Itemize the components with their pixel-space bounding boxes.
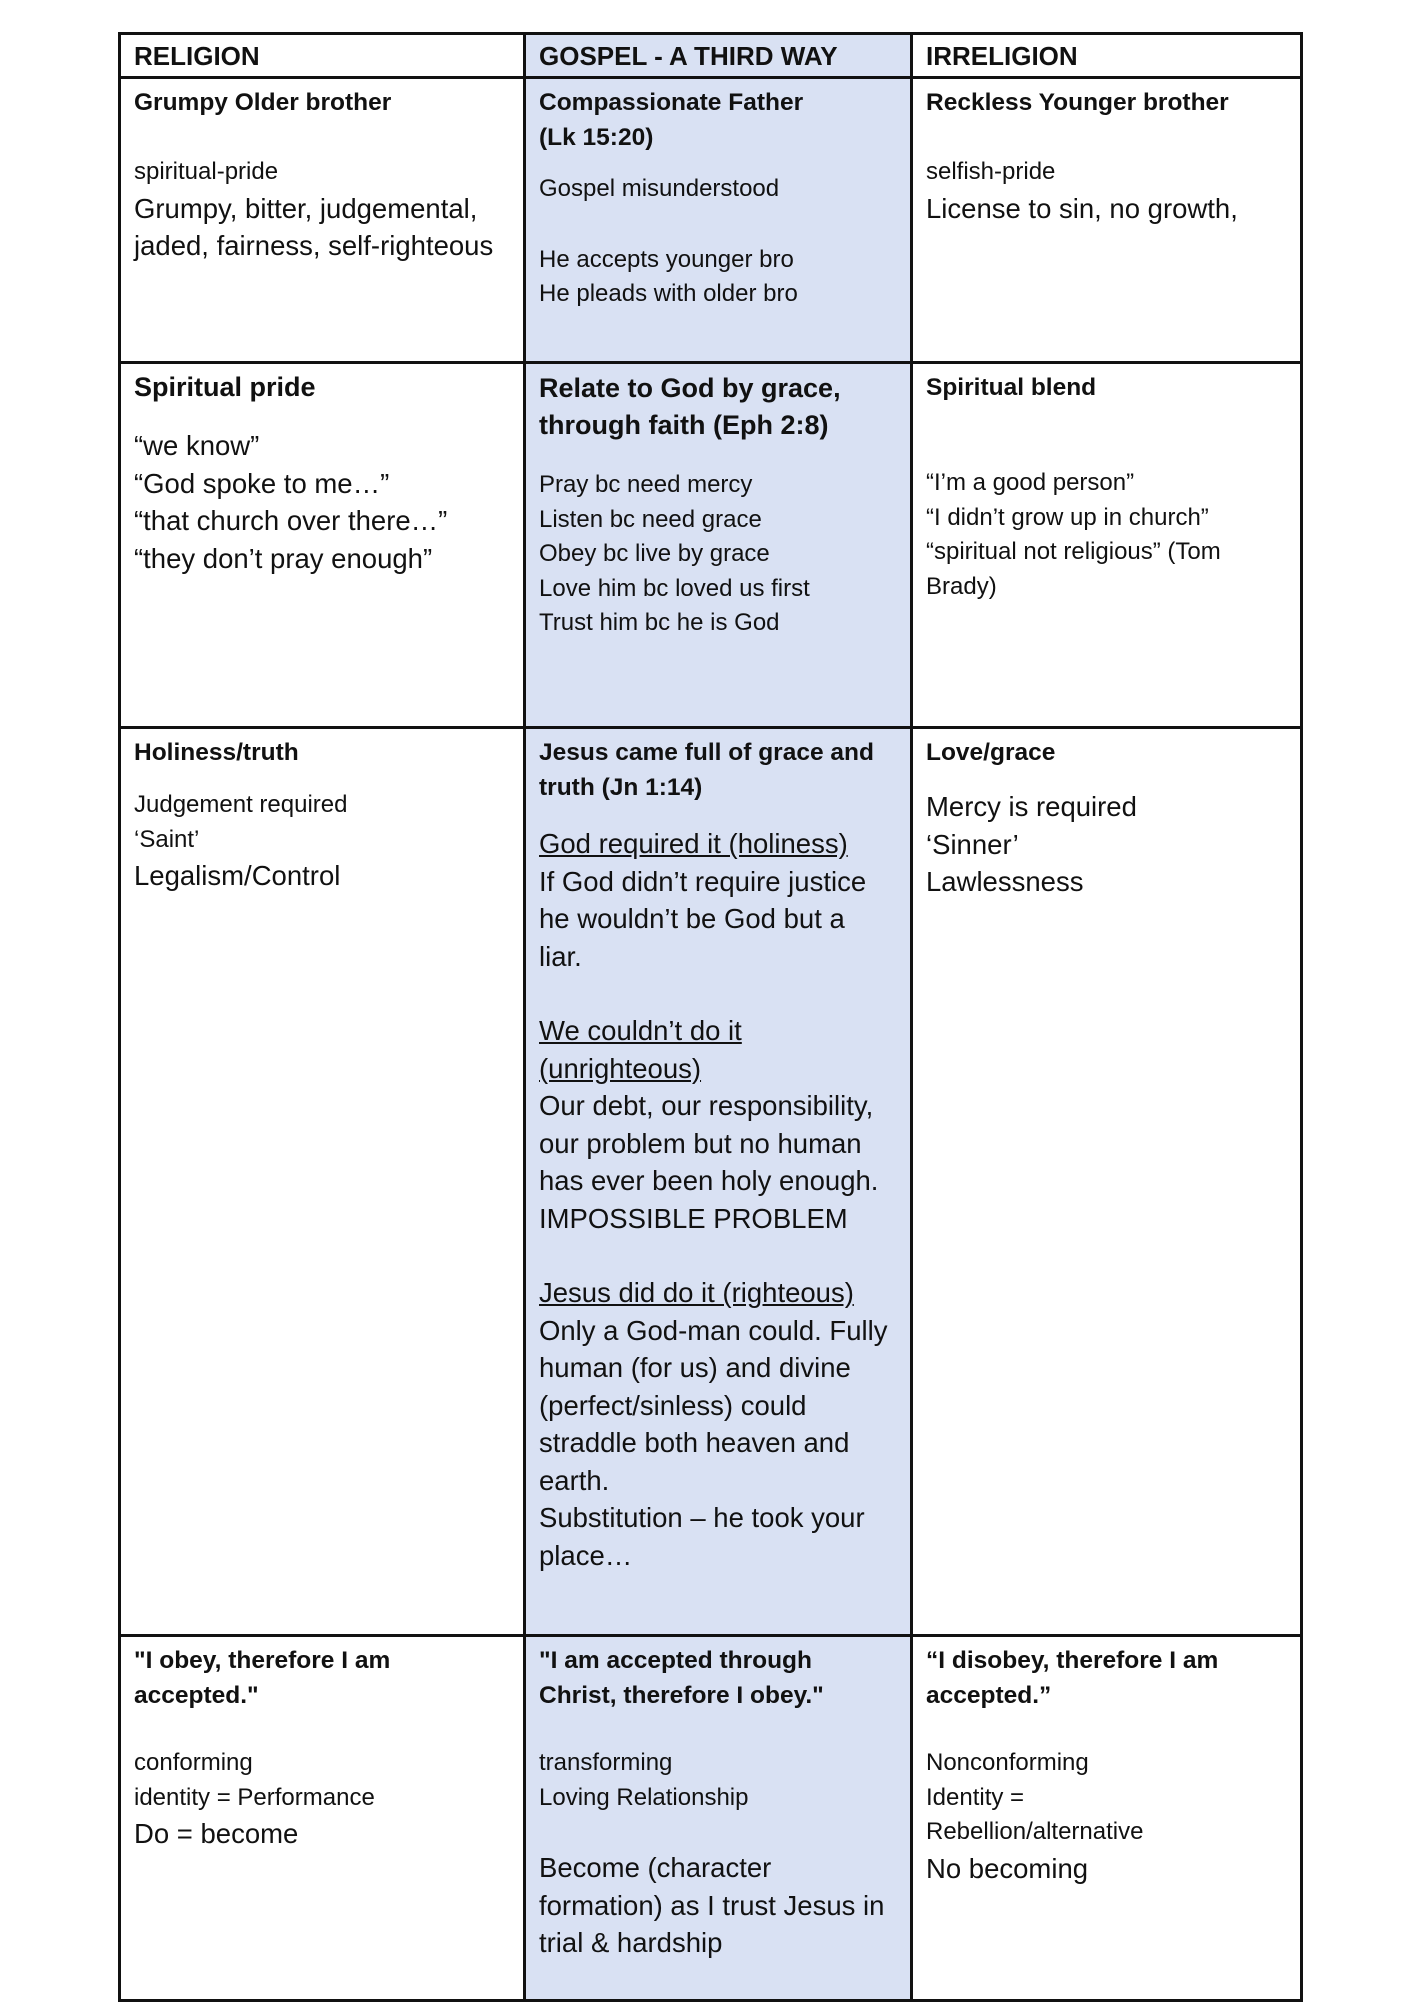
quote-line: “spiritual not religious” (Tom (926, 538, 1221, 565)
cell-gospel-grace (525, 363, 912, 728)
cell-title: Love/grace (926, 739, 1056, 766)
cell-line: No becoming (926, 1852, 1089, 1884)
row-brothers (120, 78, 1302, 363)
cell-title: "I obey, therefore I am (134, 1647, 391, 1674)
paragraph-line: he wouldn’t be God but a (539, 903, 845, 934)
cell-title: Relate to God by grace, (539, 373, 841, 403)
paragraph-line: If God didn’t require justice (539, 865, 867, 897)
header-irreligion: IRRELIGION (912, 34, 1302, 78)
cell-religion-brothers (120, 78, 525, 363)
cell-line: transforming (539, 1749, 673, 1776)
cell-irreligion-disobey (912, 1636, 1302, 2001)
row-obedience (120, 1636, 1302, 2001)
paragraph-line: has ever been holy enough. (539, 1165, 879, 1196)
cell-title: accepted." (134, 1682, 259, 1709)
paragraph-line: (perfect/sinless) could (539, 1389, 807, 1421)
cell-line: spiritual-pride (134, 158, 279, 185)
quote-line: “I didn’t grow up in church” (926, 503, 1209, 531)
cell-line: formation) as I trust Jesus in (539, 1889, 885, 1921)
row-pride (120, 363, 1302, 728)
paragraph-line: liar. (539, 940, 582, 972)
cell-line: Obey bc live by grace (539, 540, 770, 567)
cell-line: Become (character (539, 1852, 772, 1883)
cell-title: Grumpy Older brother (134, 89, 392, 116)
cell-title: truth (Jn 1:14) (539, 774, 703, 801)
cell-line: He pleads with older bro (539, 280, 798, 307)
cell-line: Listen bc need grace (539, 505, 762, 533)
cell-line: conforming (134, 1749, 253, 1776)
cell-title: through faith (Eph 2:8) (539, 410, 829, 440)
cell-line: Gospel misunderstood (539, 175, 780, 202)
cell-line: Judgement required (134, 791, 348, 818)
cell-gospel-accepted (525, 1636, 912, 2001)
paragraph-heading: (unrighteous) (539, 1052, 702, 1084)
paragraph-line: Only a God-man could. Fully (539, 1314, 888, 1346)
cell-religion-obey (120, 1636, 525, 2001)
paragraph-line: Substitution – he took your (539, 1502, 865, 1533)
paragraph-line: our problem but no human (539, 1127, 862, 1159)
cell-title: Reckless Younger brother (926, 89, 1229, 116)
cell-line: ‘Saint’ (134, 825, 200, 853)
cell-line: Nonconforming (926, 1749, 1089, 1776)
cell-gospel-jesus (525, 728, 912, 1636)
paragraph-line: straddle both heaven and (539, 1427, 850, 1458)
quote-line: Brady) (926, 572, 997, 600)
cell-line: He accepts younger bro (539, 245, 794, 273)
header-row (120, 34, 1302, 78)
cell-line: Legalism/Control (134, 860, 341, 891)
cell-line: Love him bc loved us first (539, 574, 810, 602)
cell-line: Identity = (926, 1783, 1025, 1811)
comparison-table (118, 32, 1303, 2002)
header-religion: RELIGION (120, 34, 525, 78)
cell-line: License to sin, no growth, (926, 192, 1238, 224)
paragraph-heading: We couldn’t do it (539, 1015, 742, 1046)
paragraph-heading: God required it (holiness) (539, 828, 848, 859)
cell-line: jaded, fairness, self-righteous (134, 230, 494, 261)
cell-title: Compassionate Father (539, 89, 804, 116)
cell-title: “I disobey, therefore I am (926, 1647, 1219, 1674)
cell-religion-holiness (120, 728, 525, 1636)
cell-line: Lawlessness (926, 866, 1084, 897)
row-holiness (120, 728, 1302, 1636)
paragraph-line: Our debt, our responsibility, (539, 1090, 874, 1121)
cell-line: Loving Relationship (539, 1783, 749, 1811)
cell-religion-pride (120, 363, 525, 728)
cell-line: selfish-pride (926, 158, 1056, 185)
quote-line: “we know” (134, 430, 260, 461)
cell-line: Grumpy, bitter, judgemental, (134, 192, 478, 224)
cell-irreligion-blend (912, 363, 1302, 728)
cell-line: trial & hardship (539, 1927, 723, 1958)
cell-title: (Lk 15:20) (539, 124, 654, 151)
cell-line: Trust him bc he is God (539, 609, 780, 636)
quote-line: “they don’t pray enough” (134, 542, 433, 574)
quote-line: “I’m a good person” (926, 469, 1135, 496)
cell-line: Pray bc need mercy (539, 471, 753, 498)
paragraph-heading: Jesus did do it (righteous) (539, 1277, 854, 1308)
cell-gospel-father (525, 78, 912, 363)
paragraph-line: earth. (539, 1464, 610, 1496)
paragraph-line: human (for us) and divine (539, 1352, 851, 1383)
cell-title: Holiness/truth (134, 739, 299, 766)
cell-line: Rebellion/alternative (926, 1818, 1144, 1845)
paragraph-line: IMPOSSIBLE PROBLEM (539, 1202, 848, 1234)
cell-irreligion-love (912, 728, 1302, 1636)
header-gospel: GOSPEL - A THIRD WAY (525, 34, 912, 78)
cell-line: Mercy is required (926, 791, 1137, 822)
quote-line: “God spoke to me…” (134, 467, 390, 499)
paragraph-line: place… (539, 1539, 633, 1571)
cell-title: Spiritual blend (926, 374, 1097, 401)
cell-line: ‘Sinner’ (926, 828, 1019, 860)
cell-title: Spiritual pride (134, 372, 316, 402)
quote-line: “that church over there…” (134, 505, 448, 536)
cell-title: Jesus came full of grace and (539, 739, 874, 766)
cell-title: "I am accepted through (539, 1647, 812, 1674)
cell-line: Do = become (134, 1818, 299, 1849)
cell-line: identity = Performance (134, 1783, 375, 1811)
cell-title: Christ, therefore I obey." (539, 1682, 824, 1709)
cell-title: accepted.” (926, 1682, 1052, 1709)
cell-irreligion-brothers (912, 78, 1302, 363)
